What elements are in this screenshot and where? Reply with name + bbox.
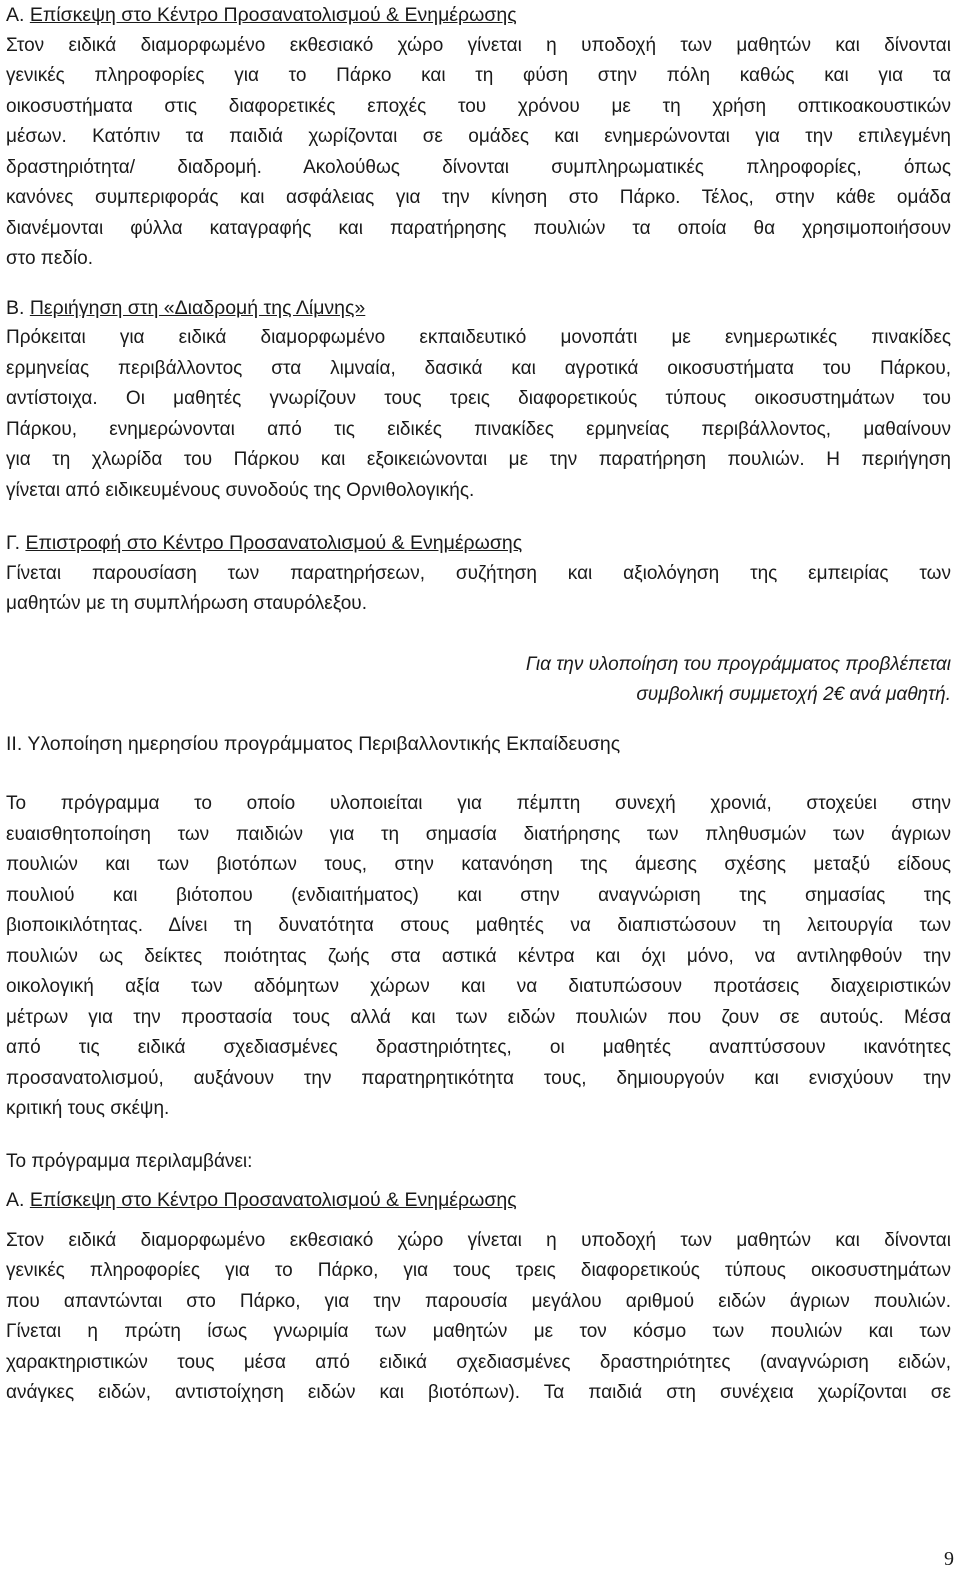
section-b-prefix: Β.: [6, 296, 30, 319]
paragraph-line: ανάγκες ειδών, αντιστοίχηση ειδών και βιοτόπων). Τα παιδιά στη συνέχεια χωρίζονται σε: [6, 1382, 951, 1403]
paragraph-line: διανέμονται φύλλα καταγραφής και παρατήρησης πουλιών τα οποία θα χρησιμοποιήσουν: [6, 217, 951, 239]
section-b-title: Περιήγηση στη «Διαδρομή της Λίμνης»: [29, 296, 366, 319]
paragraph-line: Γίνεται η πρώτη ίσως γνωριμία των μαθητών με τον κόσμο των πουλιών και των: [6, 1321, 951, 1342]
paragraph-line: αντίστοιχα. Οι μαθητές γνωρίζουν τους τρεις διαφορετικούς τύπους οικοσυστημάτων του: [6, 388, 951, 409]
spacer: [6, 711, 951, 729]
paragraph-line: Πρόκειται για ειδικά διαμορφωμένο εκπαιδευτικό μονοπάτι με ενημερωτικές πινακίδες: [6, 327, 951, 348]
program-includes-label: Το πρόγραμμα περιλαμβάνει:: [6, 1150, 253, 1172]
section-ii-paragraph: [6, 789, 951, 1125]
page-number: 9: [944, 1548, 954, 1570]
paragraph-line: πουλιών ως δείκτες ποιότητας ζωής στα αστικά κέντρα και όχι μόνο, να αντιληφθούν την: [6, 945, 951, 967]
fee-note-line: Για την υλοποίηση του προγράμματος προβλέπεται: [525, 653, 951, 675]
paragraph-line: Πάρκου, ενημερώνονται από τις ειδικές πινακίδες ερμηνείας περιβάλλοντος, μαθαίνουν: [6, 418, 951, 440]
section-a1-title: Επίσκεψη στο Κέντρο Προσανατολισμού & Ενημέρωσης: [29, 4, 517, 26]
spacer: [6, 1125, 951, 1147]
paragraph-line: πουλιών και των βιοτόπων τους, στην κατανόηση της άμεσης σχέσης μεταξύ είδους: [6, 854, 951, 875]
fee-note-line: συμβολική συμμετοχή 2€ ανά μαθητή.: [636, 684, 951, 705]
section-a2-heading: [6, 1185, 951, 1216]
paragraph-line: Το πρόγραμμα το οποίο υλοποιείται για πέμπτη συνεχή χρονιά, στοχεύει στην: [6, 793, 951, 814]
spacer: [6, 506, 951, 528]
paragraph-line: γενικές πληροφορίες για το Πάρκο, για τους τρεις διαφορετικούς τύπους οικοσυστημάτων: [6, 1260, 951, 1281]
paragraph-line: κανόνες συμπεριφοράς και ασφάλειας για την κίνηση στο Πάρκο. Τέλος, στην κάθε ομάδα: [6, 187, 951, 208]
section-c-paragraph: [6, 559, 951, 620]
section-b-paragraph: [6, 323, 951, 506]
paragraph-line: οικοσυστήματα στις διαφορετικές εποχές του χρόνου με τη χρήση οπτικοακουστικών: [6, 95, 951, 117]
section-b-heading: [6, 293, 951, 324]
paragraph-line: από τις ειδικά σχεδιασμένες δραστηριότητες, οι μαθητές αναπτύσσουν ικανότητες: [6, 1037, 951, 1058]
section-c-heading: [6, 528, 951, 559]
spacer: [6, 1216, 951, 1226]
section-a2-prefix: Α.: [6, 1189, 30, 1211]
section-c-title: Επιστροφή στο Κέντρο Προσανατολισμού & Ενημέρωσης: [25, 532, 523, 554]
paragraph-line: στο πεδίο.: [6, 248, 94, 269]
paragraph-line: χαρακτηριστικών τους μέσα από ειδικά σχεδιασμένες δραστηριότητες (αναγνώριση ειδών,: [6, 1351, 951, 1373]
paragraph-line: ερμηνείας περιβάλλοντος στα λιμναία, δασικά και αγροτικά οικοσυστήματα του Πάρκου,: [6, 357, 951, 379]
paragraph-line: για τη χλωρίδα του Πάρκου και εξοικειώνονται με την παρατήρηση πουλιών. Η περιήγηση: [6, 449, 951, 470]
section-a1-paragraph: [6, 31, 951, 275]
paragraph-line: προσανατολισμού, αυξάνουν την παρατηρητικότητα τους, δημιουργούν και ενισχύουν την: [6, 1067, 951, 1089]
paragraph-line: γίνεται από ειδικευμένους συνοδούς της Ορνιθολογικής.: [6, 479, 475, 501]
paragraph-line: γενικές πληροφορίες για το Πάρκο και τη φύση στην πόλη καθώς και για τα: [6, 65, 951, 86]
section-c-prefix: Γ.: [6, 532, 26, 554]
paragraph-line: μαθητών με τη συμπλήρωση σταυρόλεξου.: [6, 593, 367, 614]
paragraph-line: που απαντώνται στο Πάρκο, για την παρουσία μεγάλου αριθμού ειδών άγριων πουλιών.: [6, 1290, 951, 1312]
spacer: [6, 620, 951, 650]
spacer: [6, 759, 951, 789]
paragraph-line: δραστηριότητα/ διαδρομή. Ακολούθως δίνονται συμπληρωματικές πληροφορίες, όπως: [6, 156, 951, 178]
paragraph-line: Γίνεται παρουσίαση των παρατηρήσεων, συζήτηση και αξιολόγηση της εμπειρίας των: [6, 562, 951, 584]
paragraph-line: βιοποικιλότητας. Δίνει τη δυνατότητα στους μαθητές να διαπιστώσουν τη λειτουργία των: [6, 915, 951, 936]
paragraph-line: μέσων. Κατόπιν τα παιδιά χωρίζονται σε ομάδες και ενημερώνονται για την επιλεγμένη: [6, 126, 951, 147]
paragraph-line: οικολογική αξία των αδόμητων χώρων και να διατυπώσουν προτάσεις διαχειριστικών: [6, 976, 951, 997]
section-a1-heading: [6, 0, 951, 31]
paragraph-line: κριτική τους σκέψη.: [6, 1098, 170, 1119]
document-body: [6, 0, 951, 1409]
section-a2-paragraph: [6, 1226, 951, 1409]
paragraph-line: πουλιού και βιότοπου (ενδιαιτήματος) και στην αναγνώριση της σημασίας της: [6, 884, 951, 906]
paragraph-line: Στον ειδικά διαμορφωμένο εκθεσιακό χώρο γίνεται η υποδοχή των μαθητών και δίνονται: [6, 1229, 951, 1251]
spacer: [6, 275, 951, 293]
paragraph-line: ευαισθητοποίηση των παιδιών για τη σημασία διατήρησης των πληθυσμών των άγριων: [6, 823, 951, 845]
spacer: [6, 1177, 951, 1185]
section-ii-heading: ΙΙ. Υλοποίηση ημερησίου προγράμματος Περιβαλλοντικής Εκπαίδευσης: [6, 732, 621, 755]
paragraph-line: Στον ειδικά διαμορφωμένο εκθεσιακό χώρο γίνεται η υποδοχή των μαθητών και δίνονται: [6, 34, 951, 56]
section-a2-title: Επίσκεψη στο Κέντρο Προσανατολισμού & Ενημέρωσης: [29, 1189, 517, 1211]
section-a1-prefix: Α.: [6, 4, 30, 26]
paragraph-line: μέτρων για την προστασία τους αλλά και των ειδών πουλιών που ζουν σε αυτούς. Μέσα: [6, 1006, 951, 1028]
